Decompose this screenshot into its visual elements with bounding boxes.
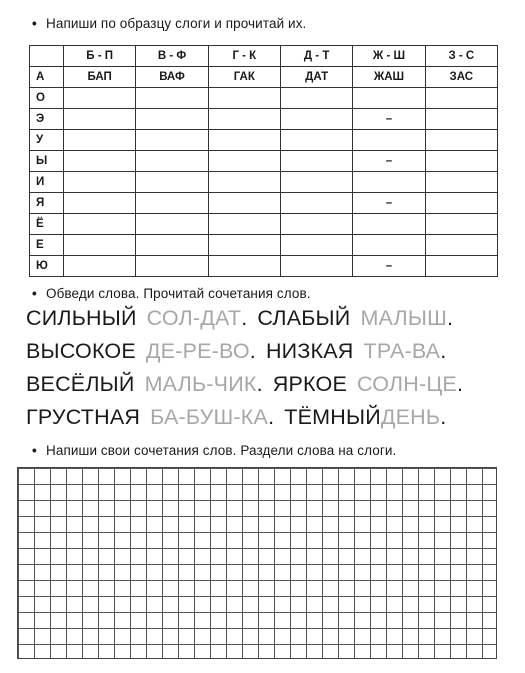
word: ВЫСОКОЕ [26, 339, 136, 363]
syllable-cell[interactable] [136, 256, 208, 277]
word: . [256, 372, 263, 396]
table-row [30, 130, 498, 151]
syllable-cell: БАП [64, 67, 136, 88]
syllable-cell[interactable] [136, 109, 208, 130]
syllable-cell[interactable] [208, 130, 280, 151]
header-cell: З - С [425, 46, 497, 67]
traceable-word[interactable]: БА-БУШ-КА [150, 405, 269, 429]
syllable-cell[interactable] [353, 235, 425, 256]
syllable-table-header [30, 46, 498, 67]
syllable-cell[interactable] [136, 193, 208, 214]
syllable-cell[interactable] [64, 172, 136, 193]
syllable-cell: ВАФ [136, 67, 208, 88]
syllable-cell[interactable] [425, 256, 497, 277]
syllable-cell[interactable] [280, 256, 352, 277]
syllable-cell[interactable] [208, 256, 280, 277]
instruction-1-text: Напиши по образцу слоги и прочитай их. [46, 16, 307, 31]
traceable-word[interactable]: ДЕНЬ [380, 405, 441, 429]
vowel-cell: Э [30, 109, 64, 130]
header-cell: Д - Т [280, 46, 352, 67]
syllable-cell[interactable] [353, 172, 425, 193]
syllable-cell[interactable] [64, 214, 136, 235]
syllable-cell[interactable] [64, 193, 136, 214]
syllable-table [29, 45, 498, 277]
table-row [30, 88, 498, 109]
phrase-line [26, 405, 506, 438]
syllable-cell[interactable] [136, 214, 208, 235]
phrase-line [26, 372, 506, 405]
table-row [30, 109, 498, 130]
instruction-3 [32, 443, 396, 458]
syllable-table-body [30, 67, 498, 277]
syllable-cell[interactable] [208, 172, 280, 193]
table-row [30, 172, 498, 193]
word: . [456, 372, 464, 396]
bullet: • [32, 443, 37, 458]
word: ГРУСТНАЯ [26, 405, 141, 429]
bullet: • [32, 16, 37, 31]
vowel-cell: Е [30, 235, 64, 256]
table-row [30, 235, 498, 256]
syllable-cell[interactable] [425, 151, 497, 172]
bullet: • [32, 286, 37, 301]
word: ВЕСЁЛЫЙ [26, 372, 135, 396]
vowel-cell: Ы [30, 151, 64, 172]
word: . [447, 306, 454, 330]
syllable-cell[interactable] [425, 214, 497, 235]
traceable-word[interactable]: СОЛН-ЦЕ [356, 372, 457, 396]
syllable-cell[interactable] [280, 109, 352, 130]
syllable-cell: ЖАШ [353, 67, 425, 88]
syllable-cell[interactable] [425, 130, 497, 151]
syllable-cell[interactable] [425, 172, 497, 193]
word: ТЁМНЫЙ [284, 405, 381, 429]
syllable-cell[interactable] [425, 109, 497, 130]
syllable-cell[interactable] [280, 214, 352, 235]
syllable-cell[interactable] [64, 151, 136, 172]
traceable-word[interactable]: СОЛ-ДАТ [146, 306, 242, 330]
syllable-cell[interactable] [280, 235, 352, 256]
phrase-line [26, 306, 506, 339]
vowel-cell: А [30, 67, 64, 88]
syllable-cell[interactable] [64, 88, 136, 109]
header-cell: Ж - Ш [353, 46, 425, 67]
vowel-cell: Ё [30, 214, 64, 235]
syllable-cell[interactable] [208, 151, 280, 172]
header-corner-cell [30, 46, 64, 67]
header-cell: В - Ф [136, 46, 208, 67]
vowel-cell: И [30, 172, 64, 193]
syllable-cell: ЗАС [425, 67, 497, 88]
instruction-3-text: Напиши свои сочетания слов. Раздели слова на слоги. [46, 443, 397, 458]
header-cell: Б - П [64, 46, 136, 67]
syllable-cell[interactable] [64, 130, 136, 151]
syllable-cell: – [353, 151, 425, 172]
vowel-cell: Ю [30, 256, 64, 277]
syllable-cell[interactable] [136, 172, 208, 193]
traceable-word[interactable]: ДЕ-РЕ-ВО [145, 339, 250, 363]
syllable-cell: ДАТ [280, 67, 352, 88]
syllable-cell: – [353, 109, 425, 130]
syllable-cell[interactable] [64, 256, 136, 277]
syllable-cell[interactable] [425, 88, 497, 109]
word-phrases [26, 306, 506, 438]
syllable-cell[interactable] [353, 88, 425, 109]
syllable-cell[interactable] [353, 130, 425, 151]
word: . [241, 306, 248, 330]
word: ЯРКОЕ [272, 372, 347, 396]
syllable-cell[interactable] [280, 172, 352, 193]
syllable-cell[interactable] [208, 88, 280, 109]
word: . [440, 405, 447, 429]
table-row [30, 67, 498, 88]
word: . [249, 339, 256, 363]
vowel-cell: У [30, 130, 64, 151]
syllable-cell[interactable] [280, 193, 352, 214]
syllable-cell[interactable] [208, 193, 280, 214]
word: . [440, 339, 447, 363]
phrase-line [26, 339, 506, 372]
word: СЛАБЫЙ [257, 306, 351, 330]
table-row [30, 256, 498, 277]
word: СИЛЬНЫЙ [26, 306, 137, 330]
syllable-cell[interactable] [425, 235, 497, 256]
word: НИЗКАЯ [265, 339, 354, 363]
word: . [268, 405, 275, 429]
table-row [30, 193, 498, 214]
syllable-cell[interactable] [353, 214, 425, 235]
syllable-cell[interactable] [280, 130, 352, 151]
syllable-cell[interactable] [136, 151, 208, 172]
header-cell: Г - К [208, 46, 280, 67]
traceable-word[interactable]: МАЛЫШ [360, 306, 448, 330]
traceable-word[interactable]: ТРА-ВА [363, 339, 441, 363]
syllable-cell[interactable] [208, 109, 280, 130]
instruction-1 [32, 16, 306, 31]
syllable-cell[interactable] [208, 235, 280, 256]
syllable-cell[interactable] [64, 109, 136, 130]
syllable-cell[interactable] [280, 88, 352, 109]
syllable-cell[interactable] [136, 235, 208, 256]
syllable-cell[interactable] [280, 151, 352, 172]
vowel-cell: Я [30, 193, 64, 214]
syllable-cell: ГАК [208, 67, 280, 88]
table-row [30, 151, 498, 172]
vowel-cell: О [30, 88, 64, 109]
syllable-cell[interactable] [425, 193, 497, 214]
table-row [30, 214, 498, 235]
syllable-cell[interactable] [136, 88, 208, 109]
syllable-cell[interactable] [64, 235, 136, 256]
syllable-cell[interactable] [136, 130, 208, 151]
instruction-2 [32, 286, 311, 301]
traceable-word[interactable]: МАЛЬ-ЧИК [144, 372, 257, 396]
writing-grid[interactable] [17, 467, 497, 659]
instruction-2-text: Обведи слова. Прочитай сочетания слов. [46, 286, 311, 301]
syllable-cell[interactable] [208, 214, 280, 235]
syllable-cell: – [353, 193, 425, 214]
syllable-cell: – [353, 256, 425, 277]
